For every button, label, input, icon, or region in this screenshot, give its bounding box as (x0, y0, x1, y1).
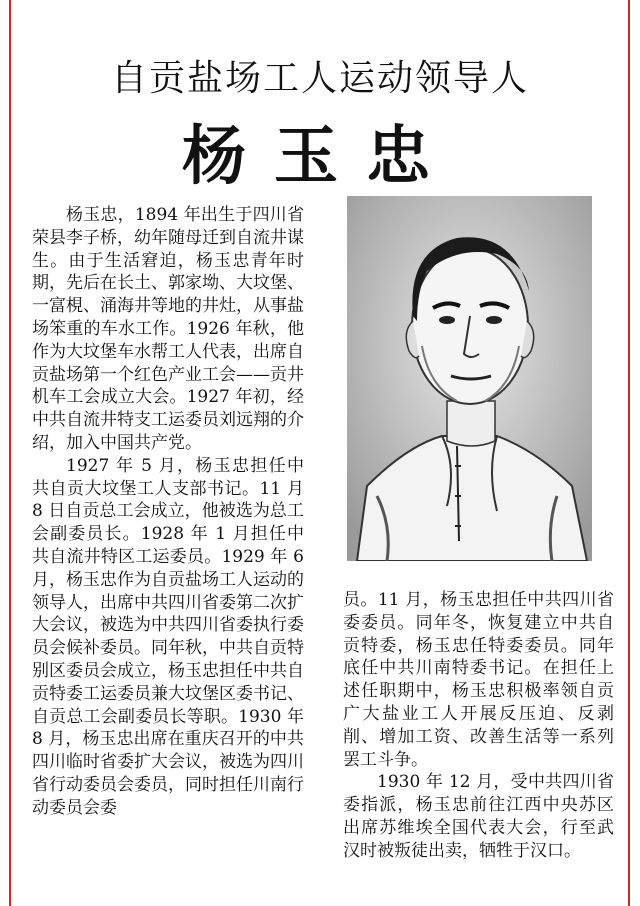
article-right-column (343, 589, 614, 863)
article-title-name: 杨玉忠 (182, 120, 458, 194)
paragraph-3: 1930 年 12 月，受中共四川省委指派，杨玉忠前往江西中央苏区出席苏维埃全国代表大会，行至武汉时被叛徒出卖，牺牲于汉口。 (343, 772, 614, 861)
article-left-column (32, 204, 304, 820)
article-subtitle: 自贡盐场工人运动领导人 (110, 58, 529, 99)
paragraph-2: 1927 年 5 月，杨玉忠担任中共自贡大坟堡工人支部书记。11 月 8 日自贡总工会成立，他被选为总工会副委员长。1928 年 1 月担任中共自流井特区工运委员。1929 年 6 月，杨玉忠作为自贡盐场工人运动的领导人，出席中共四川省委第二次扩大会议，被选为中共四川省委执行委员会候补委员。同年秋，中共自贡特别区委员会成立，杨玉忠担任中共自贡特委工运委员兼大坟堡区委书记、自贡总工会副委员长等职。1930 年 8 月，杨玉忠出席在重庆召开的中共四川临时省委扩大会议，被选为四川省行动委员会委员，同时担任川南行动委员会委 (32, 455, 304, 818)
portrait-drawing (347, 196, 592, 561)
portrait-drawing-icon (347, 196, 592, 561)
paragraph-2-continued: 员。11 月，杨玉忠担任中共四川省委委员。同年冬，恢复建立中共自贡特委，杨玉忠任特委委员。同年底任中共川南特委书记。在担任上述任职期中，杨玉忠积极率领自贡广大盐业工人开展反压迫、反剥削、增加工资、改善生活等一系列罢工斗争。 (343, 590, 614, 770)
paragraph-1: 杨玉忠，1894 年出生于四川省荣县李子桥，幼年随母迁到自流井谋生。由于生活窘迫，杨玉忠青年时期，先后在长土、郭家坳、大坟堡、一富梘、涌海井等地的井灶，从事盐场笨重的车水工作。1926 年秋，他作为大坟堡车水帮工人代表，出席自贡盐场第一个红色产业工会——贡井机车工会成立大会。1927 年初，经中共自流井特支工运委员刘远翔的介绍，加入中国共产党。 (32, 205, 304, 453)
